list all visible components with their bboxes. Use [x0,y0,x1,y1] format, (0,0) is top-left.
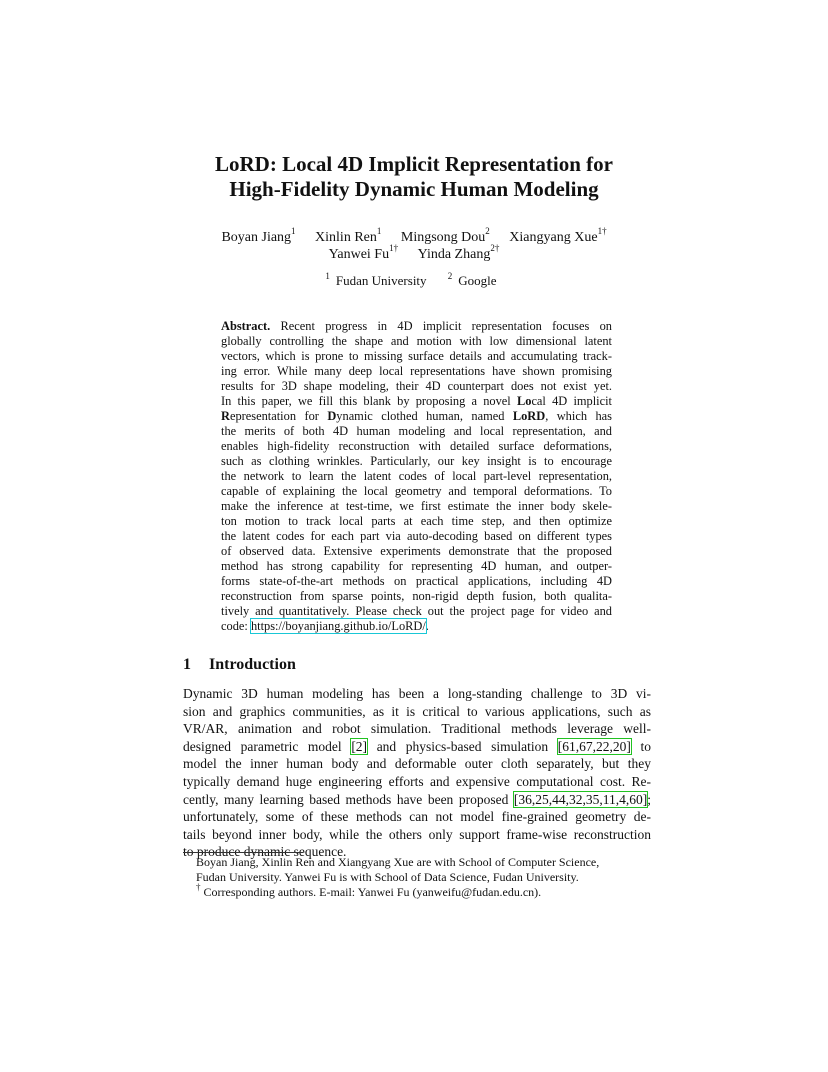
footnotes [196,855,656,900]
author-line-1 [0,226,828,246]
paper-title [0,152,828,202]
abstract-line: code: https://boyanjiang.github.io/LoRD/. [221,619,429,633]
intro-line: model the inner human body and deformable outer cloth separately, but they [183,756,651,772]
author-yanwei-fu: Yanwei $Fu^{1\dagger}$ [328,243,399,262]
author-line-2 [0,243,828,263]
section-number: 1 [183,656,191,673]
abstract-line: tively and quantitatively. Please check out the project page for video and [221,604,612,618]
abstract-line: enables high-fidelity reconstruction with detailed surface deformations, [221,439,612,453]
abstract [221,319,612,634]
affiliation-fudan: $^1$ Fudan University [325,270,427,288]
citation-link[interactable]: [61,67,22,20] [557,738,631,754]
project-page-link[interactable]: https://boyanjiang.github.io/LoRD/ [250,619,426,633]
abstract-line: the latent codes for each part via auto-decoding based on different types [221,529,612,543]
footnote-line: Fudan University. Yanwei Fu is with School of Data Science, Fudan University. [196,870,579,884]
intro-line: VR/AR, animation and robot simulation. Traditional methods leverage well- [183,721,651,737]
abstract-line: of observed data. Extensive experiments demonstrate that the proposed [221,544,612,558]
intro-line: tails beyond inner body, while the others only support frame-wise reconstruction [183,826,651,842]
abstract-line: results for 3D shape modeling, their 4D counterpart does not exist yet. [221,379,612,393]
introduction-paragraph [183,685,651,861]
footnote-line: Boyan Jiang, Xinlin Ren and Xiangyang Xue are with School of Computer Science, [196,855,600,869]
intro-line: Dynamic 3D human modeling has been a long-standing challenge to 3D vi- [183,686,651,701]
citation-link[interactable]: [36,25,44,32,35,11,4,60] [513,791,648,807]
intro-line: designed parametric model [2] and physics-based simulation [61,67,22,20] to [183,738,652,754]
intro-line: to produce dynamic sequence. [183,844,347,860]
affiliation-google: $^2$ Google [447,270,497,288]
abstract-line: reconstruction from sparse points, non-rigid depth fusion, both qualita- [221,589,612,603]
abstract-line: ton motion to track local parts at each time step, and then optimize [221,514,612,528]
author-mingsong-dou: Mingsong Dou$^2$ [400,226,490,245]
footnote-line: † Corresponding authors. E-mail: Yanwei Fu (yanweifu@fudan.edu.cn). [196,882,542,899]
author-xinlin-ren: Xinlin Ren$^1$ [315,226,382,245]
abstract-line: globally controlling the shape and motion with low dimensional latent [221,334,612,348]
abstract-line: make the inference at test-time, we first estimate the inner body skele- [221,499,612,513]
abstract-line: vectors, which is prone to missing surface details and accumulating track- [221,349,612,363]
abstract-label: Abstract. [221,319,271,333]
title-line-2: High-Fidelity Dynamic Human Modeling [229,177,599,201]
intro-line: typically demand huge engineering efforts and expensive computational cost. Re- [183,773,651,789]
abstract-line: the network to learn the latent codes of local part-level representation, [221,469,612,483]
abstract-line: Representation for Dynamic clothed human, named LoRD, which has [221,409,612,423]
abstract-line: method has strong capability for representing 4D human, and outper- [221,559,612,573]
author-boyan-jiang: Boyan Jiang$^1$ [221,226,296,245]
dagger-mark: † [196,882,201,892]
section-title: Introduction [209,656,296,673]
author-yinda-zhang: Yinda Zhang$^{2\dagger}$ [417,243,500,262]
intro-line: unfortunately, some of these methods can not model fine-grained geometry de- [183,809,651,825]
section-heading-introduction [183,655,296,675]
abstract-line: Abstract. Recent progress in 4D implicit representation focuses on [221,319,612,333]
abstract-line: forms state-of-the-art methods on practical applications, including 4D [221,574,612,588]
abstract-line: such as clothing wrinkles. Particularly, our key insight is to encourage [221,454,612,468]
intro-line: cently, many learning based methods have been proposed [36,25,44,32,35,11,4,60]; [183,791,652,807]
footnote-rule [183,852,303,853]
abstract-line: ing error. While many deep local representations have shown promising [221,364,612,378]
affiliations [0,270,828,289]
abstract-line: the merits of both 4D human modeling and local representation, and [221,424,612,438]
author-xiangyang-xue: Xiangyang Xue$^{1\dagger}$ [509,226,607,245]
abstract-line: capable of explaining the local geometry and temporal deformations. To [221,484,612,498]
citation-link[interactable]: [2] [351,738,368,754]
title-line-1: LoRD: Local 4D Implicit Representation for [215,152,613,176]
abstract-line: In this paper, we fill this blank by proposing a novel Local 4D implicit [221,394,612,408]
author-list [0,226,828,263]
intro-line: sion and graphics communities, as it is critical to various applications, such as [183,703,651,719]
